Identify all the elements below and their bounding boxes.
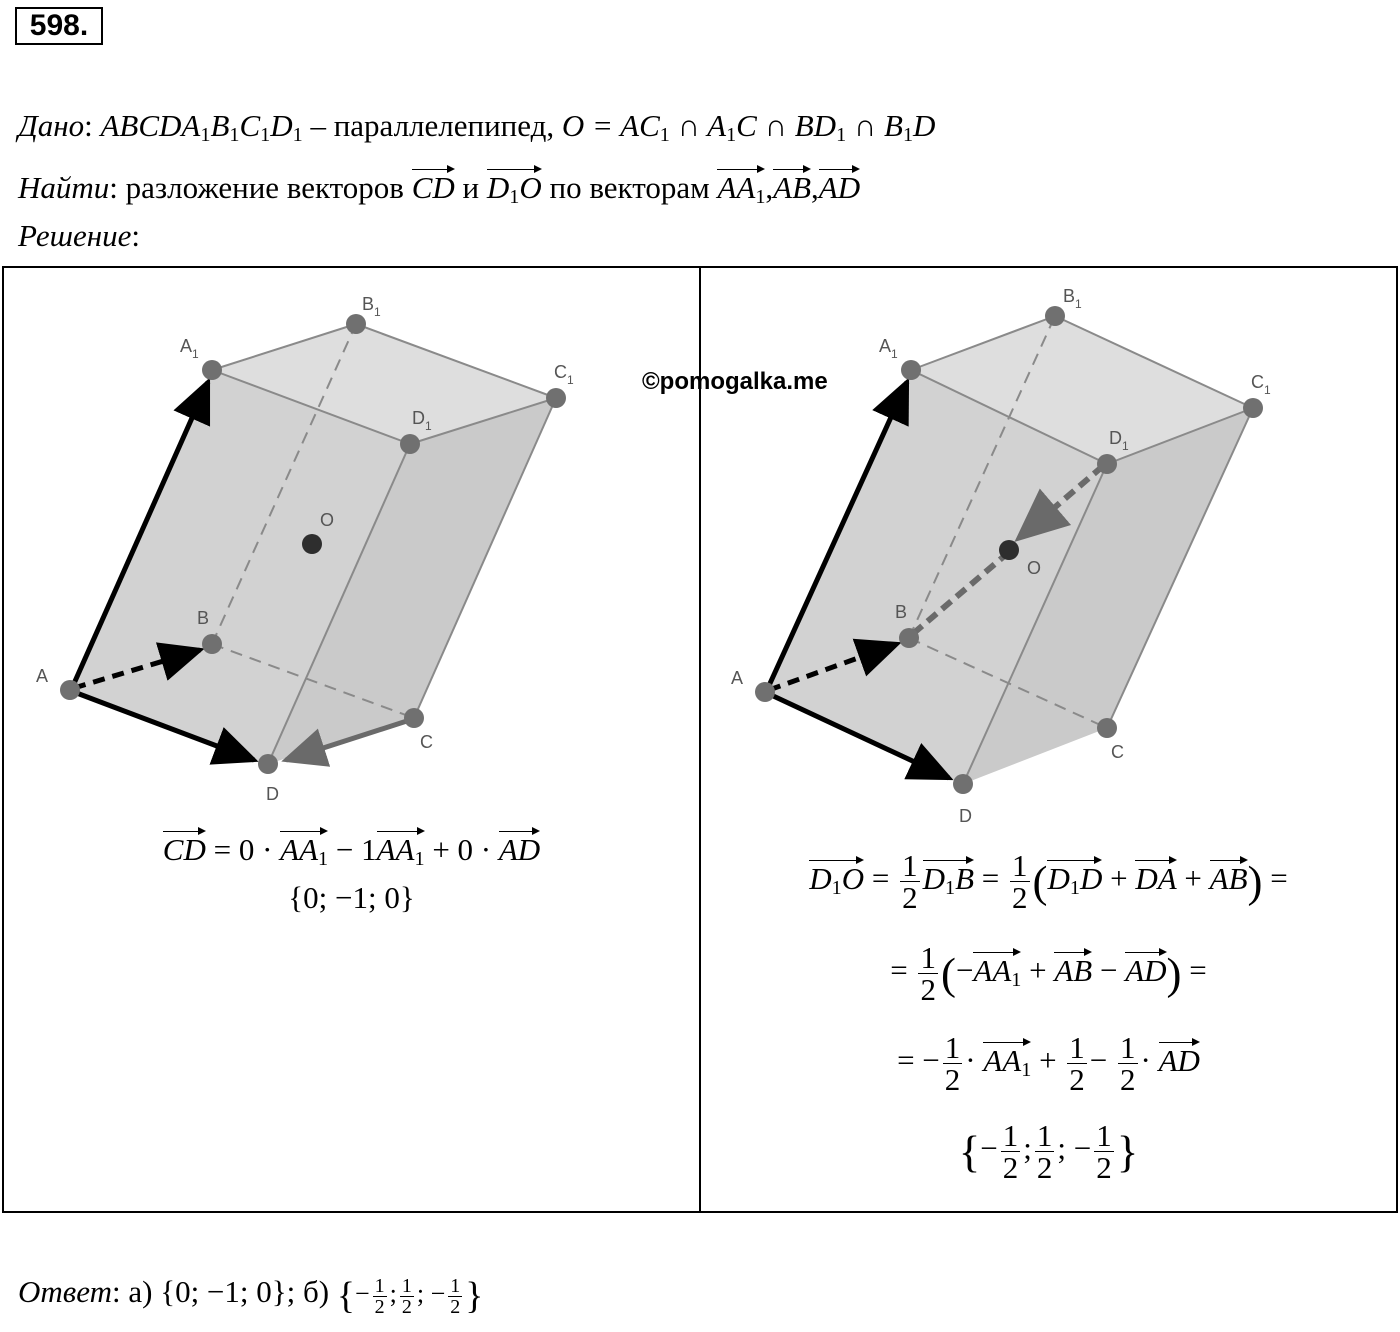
vector-ab: AB: [773, 166, 811, 206]
right-eq-line-2: = $\frac{1}{2}$ ($-AA_1$ + AB − AD) =: [890, 940, 1207, 1007]
label-o: O: [1027, 558, 1042, 578]
label-a: A: [731, 668, 744, 688]
solution-label: Решение: [18, 218, 132, 253]
right-coords: {− $\frac{1}{2}$ ; $\frac{1}{2}$ ; − $\frac{1}{2}$ }: [958, 1118, 1139, 1185]
label-a1: $A_1$: [879, 336, 898, 361]
left-parallelepiped-figure: [4, 268, 699, 828]
label-b1: $B_1$: [362, 294, 381, 319]
vector-d1o: $D_1O$: [487, 166, 542, 209]
label-b: B: [895, 602, 908, 622]
label-d1: $D_1$: [1109, 428, 1129, 453]
find-text-2: по векторам: [549, 170, 710, 205]
find-line: Найти: разложение векторов CD и $D_1O$ по векторам $AA_1,AB,AD$: [18, 166, 860, 209]
find-label: Найти: [18, 170, 110, 205]
vector-ad: AD: [819, 166, 860, 206]
center-point-o: [999, 540, 1019, 560]
given-body: – параллелепипед,: [310, 108, 555, 143]
label-d1: $D_1$: [412, 408, 432, 433]
label-c1: $C_1$: [554, 362, 574, 387]
vector-aa1: $AA_1$: [717, 166, 765, 209]
answer-b-value: {− $\frac{1}{2}$ ; $\frac{1}{2}$ ; − $\frac{1}{2}$ }: [336, 1274, 484, 1318]
label-c: C: [420, 732, 433, 752]
vector-cd: CD: [412, 166, 455, 206]
answer-part-a: а): [128, 1274, 153, 1309]
label-c: C: [1111, 742, 1124, 762]
answer-a-value: {0; −1; 0};: [160, 1274, 296, 1309]
answer-label: Ответ: [18, 1274, 112, 1309]
label-b1: $B_1$: [1063, 286, 1082, 311]
right-panel: [699, 266, 1398, 1213]
watermark: ©pomogalka.me: [642, 368, 828, 395]
label-d: D: [266, 784, 279, 804]
given-solid: $ABCDA_1B_1C_1D_1$: [100, 108, 303, 147]
given-label: Дано: [18, 108, 85, 143]
given-line: Дано: $ABCDA_1B_1C_1D_1$ – параллелепипед, $O = AC_1$ ∩ $A_1C$ ∩ $BD_1$ ∩ $B_1D$: [18, 108, 936, 147]
given-point-o: $O = AC_1$ ∩ $A_1C$ ∩ $BD_1$ ∩ $B_1D$: [561, 108, 936, 147]
solution-line: Решение:: [18, 218, 140, 253]
right-parallelepiped-figure: [701, 268, 1396, 848]
right-eq-line-1: $D_1O$ = $\frac{1}{2}$ $D_1B$ = $\frac{1}{2}$ ($D_1D$ + DA + AB) =: [809, 848, 1288, 915]
right-eq-line-3: = − $\frac{1}{2}$ · $AA_1$ + $\frac{1}{2}$ − $\frac{1}{2}$ · AD: [897, 1030, 1200, 1097]
problem-number: 598.: [15, 7, 103, 45]
label-a: A: [36, 666, 49, 686]
left-equation: CD = $0 \cdot AA_1 - 1AA_1 + 0$ · AD: [4, 828, 699, 871]
left-coords: {0; −1; 0}: [288, 880, 415, 915]
answer-line: Ответ: а) {0; −1; 0}; б) {− $\frac{1}{2}$ ; $\frac{1}{2}$ ; − $\frac{1}{2}$ }: [18, 1274, 484, 1318]
label-a1: $A_1$: [180, 336, 199, 361]
left-panel: [2, 266, 701, 1213]
answer-part-b: б): [303, 1274, 330, 1309]
label-d: D: [959, 806, 972, 826]
label-c1: $C_1$: [1251, 372, 1271, 397]
center-point-o: [302, 534, 322, 554]
label-o: O: [320, 510, 335, 530]
find-conj: и: [462, 170, 480, 205]
find-text-1: : разложение векторов: [109, 170, 404, 205]
label-b: B: [197, 608, 210, 628]
